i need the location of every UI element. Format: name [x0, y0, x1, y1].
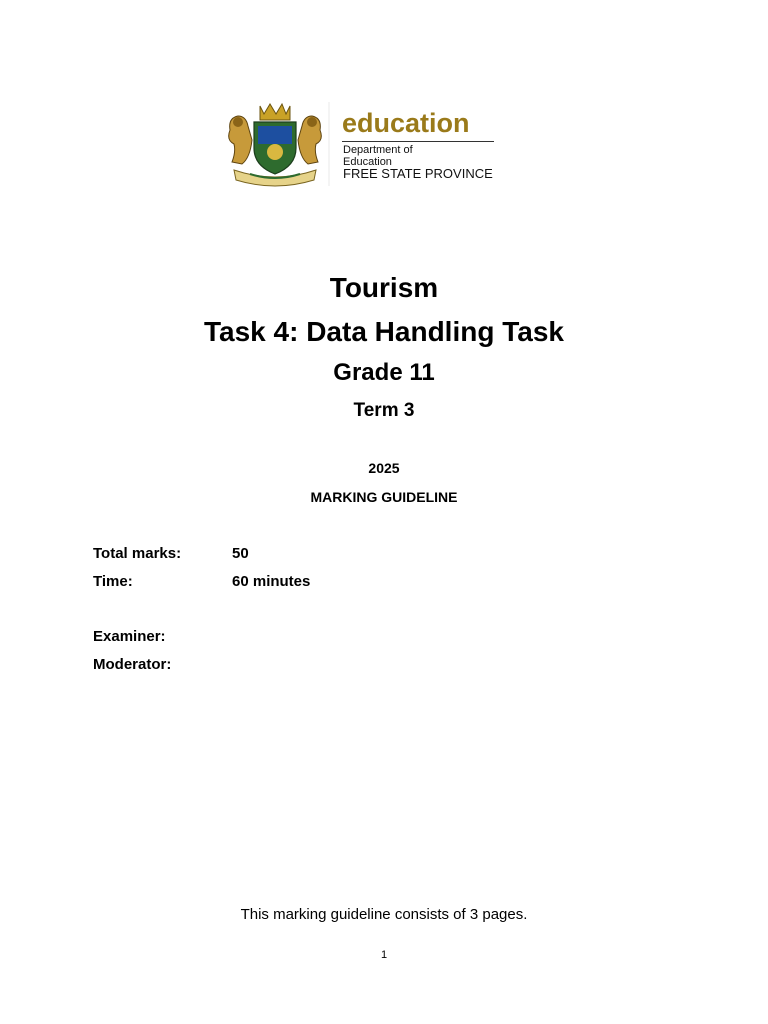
- time-value: 60 minutes: [232, 573, 311, 590]
- total-marks-value: 50: [232, 545, 249, 562]
- grade-title: Grade 11: [333, 359, 435, 386]
- document-type: MARKING GUIDELINE: [310, 489, 458, 505]
- logo-province: FREE STATE PROVINCE: [343, 166, 493, 181]
- logo-dept-line1: Department of: [343, 144, 413, 156]
- moderator-label: Moderator:: [93, 656, 172, 673]
- year-label: 2025: [368, 460, 400, 476]
- total-marks-label: Total marks:: [93, 545, 182, 562]
- logo-underline: [342, 141, 494, 142]
- page-number: 1: [380, 949, 388, 961]
- page-count-note: This marking guideline consists of 3 pages.: [240, 906, 528, 923]
- logo-dept-line2: Education: [343, 156, 392, 168]
- examiner-label: Examiner:: [93, 628, 166, 645]
- department-logo: [220, 100, 496, 188]
- crest: [229, 104, 322, 186]
- task-title: Task 4: Data Handling Task: [204, 316, 564, 347]
- subject-title: Tourism: [329, 272, 439, 303]
- term-title: Term 3: [353, 400, 415, 421]
- logo-wordmark: education: [342, 108, 470, 138]
- time-label: Time:: [93, 573, 133, 590]
